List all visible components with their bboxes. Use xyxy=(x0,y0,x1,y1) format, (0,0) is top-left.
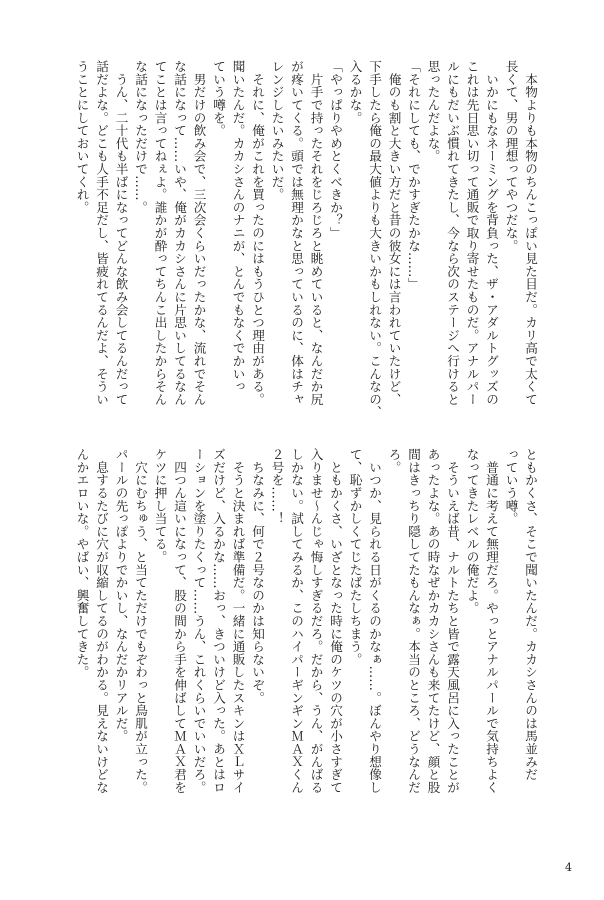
text-line: パールの先っぽよりでかいし、なんだかリアルだ。 xyxy=(113,448,129,743)
text-line: それに、俺がこれを買ったのにはもうひとつ理由がある。 xyxy=(250,60,265,406)
text-line: そういえば昔、ナルトたちと皆で露天風呂に入ったことが xyxy=(445,448,460,794)
text-line: 下手したら俺の最大値よりも大きいかもしれない。こんなの、 xyxy=(367,60,382,419)
page-number: 4 xyxy=(565,861,572,874)
text-line: 思ったんだよな。 xyxy=(425,60,441,163)
text-line: ちなみに、何で２号なのかは知らないぞ。 xyxy=(250,448,265,704)
text-line: 入りませ〜んじゃ悔しすぎるだろ。だから、うん、がんばる xyxy=(308,448,324,794)
text-line: ルにもだいぶ慣れてきたし、今なら次のステージへ行けると xyxy=(445,60,460,406)
text-line: 四つん這いになって、股の間から手を伸ばしてＭＡＸ君を xyxy=(172,448,187,794)
top-text-section xyxy=(60,60,540,460)
text-line: うことにしておいてくれ。 xyxy=(74,60,90,214)
text-line: っていう噂。 xyxy=(503,448,519,525)
text-line: ていう噂を。 xyxy=(211,60,226,137)
text-line: いかにもなネーミングを背負った、ザ・アダルトグッズの xyxy=(484,60,499,406)
text-line: が疼いてくる。頭では無理かなと思っているのに、体はチャ xyxy=(289,60,304,406)
text-line: ケツに押し当てる。 xyxy=(152,448,168,564)
text-line: 本物よりも本物のちんこっぽい見た目だ。カリ高で太くて xyxy=(523,60,538,406)
text-line: ともかくさ、いざとなった時に俺のケツの穴が小さすぎて xyxy=(328,448,343,794)
text-line: なってきたレベルの俺だよ。 xyxy=(464,448,480,615)
bottom-text-section xyxy=(60,448,540,840)
text-line: ともかくさ、そこで聞いたんだ。カカシさんのは馬並みだ xyxy=(523,448,538,781)
text-line: な話になって……いや、俺がカカシさんに片思いしてるなん xyxy=(172,60,187,406)
text-line: そうと決まれば準備だ。一緒に通販したスキンはＸＬサイ xyxy=(230,448,246,794)
text-line: いつか、見られる日がくるのかなぁ……。ぼんやり想像し xyxy=(367,448,382,794)
text-line: 「やっぱりやめとくべきか？」 xyxy=(328,60,343,240)
text-line: 片手で持ったそれをじろじろと眺めていると、なんだか尻 xyxy=(308,60,324,406)
text-line: 入るかな。 xyxy=(347,60,363,124)
text-line: 聞いたんだ。カカシさんのナニが、とんでもなくでかいっ xyxy=(230,60,246,393)
text-line: 長くて、男の理想ってやつだな。 xyxy=(503,60,519,252)
text-line: レンジしたいみたいだ。 xyxy=(269,60,285,201)
text-line: んかエロいな。やばい、興奮してきた。 xyxy=(74,448,90,679)
text-line: ズだけど、入るかな……おっ、きついけど入った。あとはロ xyxy=(211,448,226,794)
text-line: 普通に考えて無理だろ。やっとアナルパールで気持ちよく xyxy=(484,448,499,794)
text-line: あったよな。あの時なぜかカカシさんも来てたけど、顔と股 xyxy=(425,448,441,794)
text-line: うん、二十代も半ばになってどんな飲み会してるんだって xyxy=(113,60,129,406)
text-line: 穴にむちゅう、と当てただけでもぞわっと鳥肌が立った。 xyxy=(133,448,148,794)
text-line: な話になっただけで……。 xyxy=(133,60,148,214)
text-line: 男だけの飲み会で、三次会くらいだったかな、流れでそん xyxy=(191,60,207,406)
text-line: てことは言ってねぇよ。誰かが酔ってちんこ出したからそん xyxy=(152,60,168,406)
text-line: 間はきっちり隠してたもんなぁ。本当のところ、どうなんだ xyxy=(406,448,421,794)
text-line: ろ。 xyxy=(386,448,402,474)
text-line: 話だよな。どこも人手不足だし、皆疲れてるんだよ、そうい xyxy=(94,60,109,406)
text-line: 俺のも割と大きい方だと昔の彼女には言われていたけど、 xyxy=(386,60,402,406)
text-line: しかない。試してみるか、このハイパーギンギンＭＡＸくん xyxy=(289,448,304,794)
text-line: これは先日思い切って通販で取り寄せたものだ。アナルパー xyxy=(464,60,480,406)
text-line: ーションを塗りたくって……うん、これくらいでいいだろ。 xyxy=(191,448,207,794)
text-line: ２号を……！ xyxy=(269,448,285,525)
text-line: 息するたびに穴が収縮してるのがわかる。見えないけどな xyxy=(94,448,109,794)
text-line: て、恥ずかしくてじたばたしちまう。 xyxy=(347,448,363,666)
text-line: 「それにしても、でかすぎたかな……」 xyxy=(406,60,421,291)
